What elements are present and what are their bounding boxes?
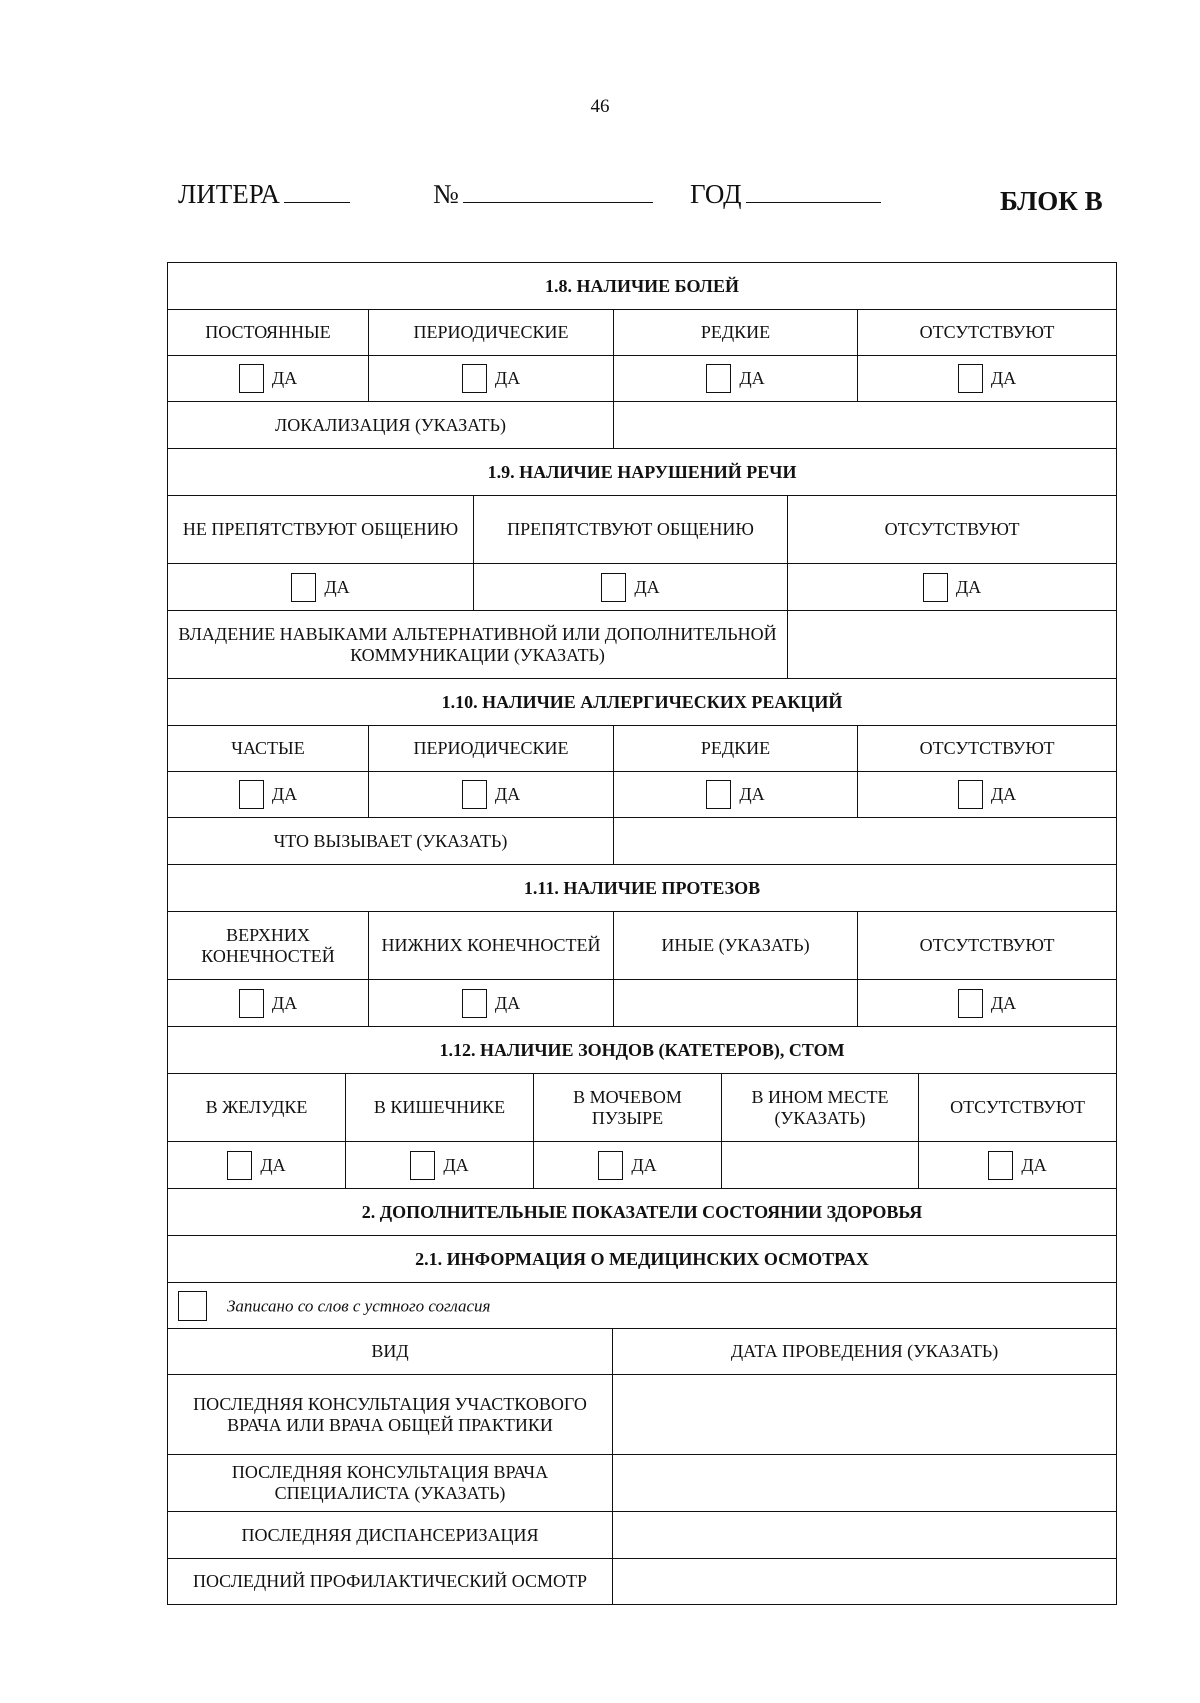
allergy-periodic-checkbox[interactable]	[462, 780, 487, 809]
prosthesis-lower-checkbox[interactable]	[462, 989, 487, 1018]
yes-label: ДА	[271, 368, 298, 388]
pain-rare-checkbox[interactable]	[706, 364, 731, 393]
probe-other-input[interactable]	[722, 1142, 919, 1189]
speech-not-hindering-yes	[168, 564, 474, 611]
yes-label: ДА	[494, 992, 521, 1013]
yes-label: ДА	[260, 1154, 286, 1175]
probe-absent-header: ОТСУТСТВУЮТ	[919, 1074, 1117, 1142]
number-label: №	[433, 179, 459, 209]
pain-localization-label: ЛОКАЛИЗАЦИЯ (УКАЗАТЬ)	[168, 402, 614, 449]
probe-intestine-yes	[346, 1142, 534, 1189]
section-1-10-title: 1.10. НАЛИЧИЕ АЛЛЕРГИЧЕСКИХ РЕАКЦИЙ	[168, 679, 1117, 726]
pain-periodic-yes	[369, 356, 614, 402]
prosthesis-lower-yes	[369, 980, 614, 1027]
exam-specialist-consultation-label: ПОСЛЕДНЯЯ КОНСУЛЬТАЦИЯ ВРАЧА СПЕЦИАЛИСТА (УКАЗАТЬ)	[168, 1455, 613, 1512]
pain-rare-header: РЕДКИЕ	[614, 310, 858, 356]
yes-label: ДА	[271, 784, 298, 804]
yes-label: ДА	[739, 368, 765, 388]
exam-dispensary-label: ПОСЛЕДНЯЯ ДИСПАНСЕРИЗАЦИЯ	[168, 1512, 613, 1559]
speech-hindering-checkbox[interactable]	[601, 573, 626, 602]
allergy-absent-header: ОТСУТСТВУЮТ	[858, 726, 1117, 772]
yes-label: ДА	[324, 576, 350, 597]
prosthesis-absent-header: ОТСУТСТВУЮТ	[858, 912, 1117, 980]
section-1-12-table	[167, 1026, 1117, 1189]
exam-gp-consultation-date[interactable]	[613, 1375, 1117, 1455]
section-1-8-table	[167, 262, 1117, 449]
section-1-9-table	[167, 448, 1117, 679]
allergy-cause-label: ЧТО ВЫЗЫВАЕТ (УКАЗАТЬ)	[168, 818, 614, 865]
yes-label: ДА	[990, 368, 1017, 388]
yes-label: ДА	[739, 784, 765, 804]
allergy-absent-checkbox[interactable]	[958, 780, 983, 809]
yes-label: ДА	[494, 368, 521, 388]
alt-communication-input[interactable]	[788, 611, 1117, 679]
exam-preventive-date[interactable]	[613, 1559, 1117, 1605]
section-2-table	[167, 1188, 1117, 1605]
prosthesis-absent-yes	[858, 980, 1117, 1027]
alt-communication-label: ВЛАДЕНИЕ НАВЫКАМИ АЛЬТЕРНАТИВНОЙ ИЛИ ДОПОЛНИТЕЛЬНОЙ КОММУНИКАЦИИ (УКАЗАТЬ)	[168, 611, 788, 679]
pain-periodic-header: ПЕРИОДИЧЕСКИЕ	[369, 310, 614, 356]
exam-specialist-consultation-date[interactable]	[613, 1455, 1117, 1512]
probe-intestine-checkbox[interactable]	[410, 1151, 435, 1180]
probe-bladder-checkbox[interactable]	[598, 1151, 623, 1180]
allergy-frequent-header: ЧАСТЫЕ	[168, 726, 369, 772]
litera-label: ЛИТЕРА	[178, 179, 280, 209]
yes-label: ДА	[271, 992, 298, 1013]
pain-absent-yes	[858, 356, 1117, 402]
allergy-rare-header: РЕДКИЕ	[614, 726, 858, 772]
probe-absent-yes	[919, 1142, 1117, 1189]
yes-label: ДА	[494, 784, 521, 804]
section-1-11-title: 1.11. НАЛИЧИЕ ПРОТЕЗОВ	[168, 865, 1117, 912]
consent-row	[168, 1283, 1117, 1329]
exam-preventive-label: ПОСЛЕДНИЙ ПРОФИЛАКТИЧЕСКИЙ ОСМОТР	[168, 1559, 613, 1605]
allergy-periodic-yes	[369, 772, 614, 818]
prosthesis-upper-header: ВЕРХНИХ КОНЕЧНОСТЕЙ	[168, 912, 369, 980]
section-2-title: 2. ДОПОЛНИТЕЛЬНЫЕ ПОКАЗАТЕЛИ СОСТОЯНИИ ЗДОРОВЬЯ	[168, 1189, 1117, 1236]
speech-absent-header: ОТСУТСТВУЮТ	[788, 496, 1117, 564]
pain-absent-checkbox[interactable]	[958, 364, 983, 393]
speech-absent-yes	[788, 564, 1117, 611]
pain-constant-checkbox[interactable]	[239, 364, 264, 393]
allergy-periodic-header: ПЕРИОДИЧЕСКИЕ	[369, 726, 614, 772]
probe-other-header: В ИНОМ МЕСТЕ (УКАЗАТЬ)	[722, 1074, 919, 1142]
section-1-10-table	[167, 678, 1117, 865]
probe-stomach-header: В ЖЕЛУДКЕ	[168, 1074, 346, 1142]
yes-label: ДА	[990, 784, 1017, 804]
yes-label: ДА	[1021, 1154, 1047, 1175]
allergy-frequent-checkbox[interactable]	[239, 780, 264, 809]
exam-dispensary-date[interactable]	[613, 1512, 1117, 1559]
yes-label: ДА	[634, 576, 660, 597]
prosthesis-lower-header: НИЖНИХ КОНЕЧНОСТЕЙ	[369, 912, 614, 980]
yes-label: ДА	[955, 576, 982, 597]
pain-constant-header: ПОСТОЯННЫЕ	[168, 310, 369, 356]
probe-absent-checkbox[interactable]	[988, 1151, 1013, 1180]
page-number: 46	[590, 96, 610, 117]
speech-hindering-yes	[474, 564, 788, 611]
number-field[interactable]	[433, 178, 653, 210]
pain-localization-input[interactable]	[614, 402, 1117, 449]
litera-blank[interactable]	[284, 178, 350, 203]
block-title: БЛОК В	[1000, 186, 1103, 216]
yes-label: ДА	[443, 1154, 469, 1175]
speech-hindering-header: ПРЕПЯТСТВУЮТ ОБЩЕНИЮ	[474, 496, 788, 564]
year-label: ГОД	[690, 179, 742, 209]
prosthesis-upper-yes	[168, 980, 369, 1027]
speech-absent-checkbox[interactable]	[923, 573, 948, 602]
yes-label: ДА	[990, 992, 1017, 1013]
probe-bladder-yes	[534, 1142, 722, 1189]
prosthesis-other-input[interactable]	[614, 980, 858, 1027]
prosthesis-upper-checkbox[interactable]	[239, 989, 264, 1018]
pain-absent-header: ОТСУТСТВУЮТ	[858, 310, 1117, 356]
allergy-cause-input[interactable]	[614, 818, 1117, 865]
section-2-1-title: 2.1. ИНФОРМАЦИЯ О МЕДИЦИНСКИХ ОСМОТРАХ	[168, 1236, 1117, 1283]
section-1-11-table	[167, 864, 1117, 1027]
year-blank[interactable]	[746, 178, 881, 203]
prosthesis-absent-checkbox[interactable]	[958, 989, 983, 1018]
probe-stomach-checkbox[interactable]	[227, 1151, 252, 1180]
speech-not-hindering-header: НЕ ПРЕПЯТСТВУЮТ ОБЩЕНИЮ	[168, 496, 474, 564]
speech-not-hindering-checkbox[interactable]	[291, 573, 316, 602]
exam-date-header: ДАТА ПРОВЕДЕНИЯ (УКАЗАТЬ)	[613, 1329, 1117, 1375]
exam-type-header: ВИД	[168, 1329, 613, 1375]
consent-label: Записано со слов с устного согласия	[227, 1296, 491, 1315]
section-1-12-title: 1.12. НАЛИЧИЕ ЗОНДОВ (КАТЕТЕРОВ), СТОМ	[168, 1027, 1117, 1074]
consent-checkbox[interactable]	[178, 1291, 207, 1321]
section-1-8-title: 1.8. НАЛИЧИЕ БОЛЕЙ	[168, 263, 1117, 310]
probe-stomach-yes	[168, 1142, 346, 1189]
prosthesis-other-header: ИНЫЕ (УКАЗАТЬ)	[614, 912, 858, 980]
year-field[interactable]	[690, 178, 881, 210]
litera-field[interactable]	[178, 178, 350, 210]
section-1-9-title: 1.9. НАЛИЧИЕ НАРУШЕНИЙ РЕЧИ	[168, 449, 1117, 496]
allergy-rare-yes	[614, 772, 858, 818]
allergy-rare-checkbox[interactable]	[706, 780, 731, 809]
allergy-frequent-yes	[168, 772, 369, 818]
yes-label: ДА	[631, 1154, 657, 1175]
pain-rare-yes	[614, 356, 858, 402]
allergy-absent-yes	[858, 772, 1117, 818]
probe-intestine-header: В КИШЕЧНИКЕ	[346, 1074, 534, 1142]
number-blank[interactable]	[463, 178, 653, 203]
exam-gp-consultation-label: ПОСЛЕДНЯЯ КОНСУЛЬТАЦИЯ УЧАСТКОВОГО ВРАЧА ИЛИ ВРАЧА ОБЩЕЙ ПРАКТИКИ	[168, 1375, 613, 1455]
pain-constant-yes	[168, 356, 369, 402]
pain-periodic-checkbox[interactable]	[462, 364, 487, 393]
probe-bladder-header: В МОЧЕВОМ ПУЗЫРЕ	[534, 1074, 722, 1142]
